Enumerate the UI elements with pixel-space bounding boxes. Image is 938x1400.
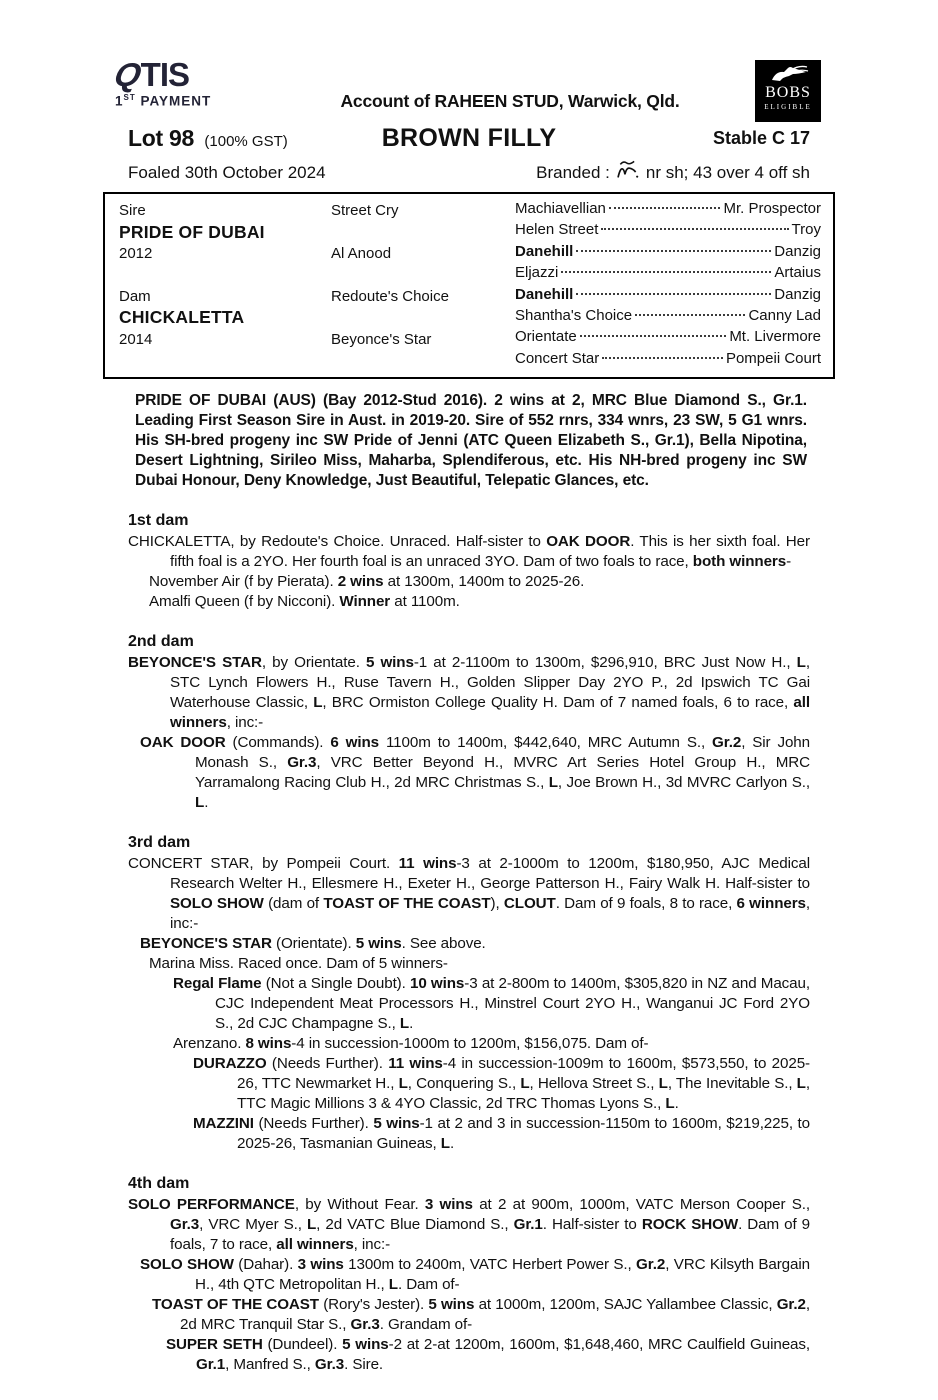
ancestor-row: [515, 200, 821, 221]
horse-title: BROWN FILLY: [381, 124, 557, 152]
dam-paragraph: Amalfi Queen (f by Nicconi). Winner at 1100m.: [149, 593, 460, 611]
ancestor-row: [515, 221, 821, 242]
dot-leader: [576, 250, 771, 252]
ancestor-name: Concert Star: [515, 349, 600, 367]
dam-paragraph: Regal Flame (Not a Single Doubt). 10 wins-3 at 2-800m to 1400m, $305,820 in NZ and Macau, CJC Independent Meat Processors H., Minstrel Court 2YO H., Wanganui JC Ford 2YO S., 2d CJC Champagne S., L.: [173, 975, 810, 1033]
bobs-logo: [755, 60, 821, 122]
qtis-logo-text: QTIS: [111, 56, 190, 93]
qtis-logo: [111, 56, 265, 109]
dot-leader: [561, 271, 771, 273]
account-line: Account of RAHEEN STUD, Warwick, Qld.: [340, 91, 680, 111]
bobs-subtitle: ELIGIBLE: [764, 103, 812, 111]
sire-year: 2012: [119, 244, 153, 262]
dam-heading: 1st dam: [128, 512, 189, 530]
dam-paragraph: SOLO PERFORMANCE, by Without Fear. 3 wins at 2 at 900m, 1000m, VATC Merson Cooper S., Gr.3, VRC Myer S., L, 2d VATC Blue Diamond S., Gr.1. Half-sister to ROCK SHOW. Dam of 9 foals, 7 to race, all winners, inc:-: [128, 1196, 811, 1254]
dam-dam: Beyonce's Star: [331, 330, 432, 348]
brand-mark-icon: [615, 158, 641, 180]
dam-paragraph: BEYONCE'S STAR (Orientate). 5 wins. See above.: [140, 935, 486, 953]
ancestor-row: [515, 286, 821, 307]
sire-summary: PRIDE OF DUBAI (AUS) (Bay 2012-Stud 2016). 2 wins at 2, MRC Blue Diamond S., Gr.1. Leading First Season Sire in Aust. in 2019-20. Sire of 552 rnrs, 334 wnrs, 23 SW, 5 G1 wnrs. His SH-bred progeny inc SW Pride of Jenni (ATC Queen Elizabeth S., Gr.1), Bella Nipotina, Desert Lightning, Sirileo Miss, Maharba, Splendiferous, etc. His NH-bred progeny inc SW Dubai Honour, Deny Knowledge, Just Beautiful, Telepatic Glances, etc.: [135, 392, 807, 490]
qtis-q-icon: Q: [111, 56, 144, 93]
branded-suffix: nr sh; 43 over 4 off sh: [645, 163, 810, 182]
dam-name: CHICKALETTA: [119, 307, 245, 328]
section-3rd-dam: [128, 834, 810, 1154]
ancestor-name: Orientate: [515, 328, 577, 346]
ancestor-name: Helen Street: [515, 221, 599, 239]
qtis-first-payment-label: 1ST PAYMENT: [115, 93, 212, 109]
dam-paragraph: November Air (f by Pierata). 2 wins at 1300m, 1400m to 2025-26.: [149, 573, 585, 591]
sire-dam: Al Anood: [331, 244, 392, 262]
dam-paragraph: TOAST OF THE COAST (Rory's Jester). 5 wins at 1000m, 1200m, SAJC Yallambee Classic, Gr.2, 2d MRC Tranquil Star S., Gr.3. Grandam of-: [152, 1296, 810, 1334]
ancestor-name: Danehill: [515, 242, 574, 260]
dot-leader: [576, 293, 771, 295]
dam-heading: 3rd dam: [128, 834, 191, 852]
branded-line: [536, 156, 810, 183]
ancestor-parent: Danzig: [774, 242, 821, 260]
ancestor-row: [515, 264, 821, 285]
dam-heading: 4th dam: [128, 1175, 190, 1193]
dam-paragraph: SUPER SETH (Dundeel). 5 wins-2 at 2-at 1200m, 1600m, $1,648,460, MRC Caulfield Guineas, Gr.1, Manfred S., Gr.3. Sire.: [166, 1336, 810, 1374]
ancestor-parent: Canny Lad: [748, 306, 821, 324]
ancestor-parent: Artaius: [774, 264, 821, 282]
dam-paragraph: Marina Miss. Raced once. Dam of 5 winners-: [149, 955, 448, 973]
horse-head-icon: [767, 64, 809, 84]
dam-paragraph: DURAZZO (Needs Further). 11 wins-4 in succession-1009m to 1600m, $573,550, to 2025-26, TTC Newmarket H., L, Conquering S., L, Hellova Street S., L, The Inevitable S., L, TTC Magic Millions 3 & 4YO Classic, 2d TRC Thomas Lyons S., L.: [193, 1055, 810, 1113]
stable-label: Stable C 17: [712, 128, 810, 148]
ancestor-name: Danehill: [515, 285, 574, 303]
ancestor-row: [515, 350, 821, 371]
ancestor-parent: Mt. Livermore: [729, 328, 821, 346]
pedigree-table: [103, 192, 835, 379]
ancestor-parent: Mr. Prospector: [723, 200, 821, 217]
dam-year: 2014: [119, 330, 153, 348]
ancestor-row: [515, 307, 821, 328]
dot-leader: [609, 207, 721, 209]
ancestor-parent: Troy: [791, 221, 821, 239]
dam-paragraph: BEYONCE'S STAR, by Orientate. 5 wins-1 at 2-1100m to 1300m, $296,910, BRC Just Now H., L, STC Lynch Flowers H., Ruse Tavern H., Golden Slipper Day 2YO P., 2d Ipswich TC Gai Waterhouse Classic, L, BRC Ormiston College Quality H. Dam of 7 named foals, 6 to race, all winners, inc:-: [128, 654, 810, 732]
dot-leader: [580, 335, 727, 337]
sire-sire: Street Cry: [331, 202, 399, 220]
dam-label: Dam: [119, 287, 151, 305]
dam-heading: 2nd dam: [128, 633, 194, 651]
dot-leader: [601, 228, 788, 230]
ancestor-name: Eljazzi: [515, 264, 559, 282]
ancestor-parent: Pompeii Court: [725, 349, 821, 367]
section-1st-dam: [128, 512, 810, 612]
foaled-date: Foaled 30th October 2024: [128, 163, 326, 182]
section-4th-dam: [128, 1175, 810, 1375]
ancestor-parent: Danzig: [774, 285, 821, 303]
dam-paragraph: OAK DOOR (Commands). 6 wins 1100m to 1400m, $442,640, MRC Autumn S., Gr.2, Sir John Monash S., Gr.3, VRC Better Beyond H., MVRC Art Series Hotel Group H., MRC Yarramalong Racing Club H., 2d MRC Christmas S., L, Joe Brown H., 3d MVRC Carlyon S., L.: [140, 734, 810, 812]
bobs-title: BOBS: [765, 84, 811, 101]
dot-leader: [602, 357, 723, 359]
dam-paragraph: MAZZINI (Needs Further). 5 wins-1 at 2 and 3 in succession-1150m to 1600m, $219,225, to 2025-26, Tasmanian Guineas, L.: [193, 1115, 811, 1153]
dam-paragraph: SOLO SHOW (Dahar). 3 wins 1300m to 2400m, VATC Herbert Power S., Gr.2, VRC Kilsyth Bargain H., 4th QTC Metropolitan H., L. Dam of-: [140, 1256, 810, 1294]
dot-leader: [635, 314, 745, 316]
page-header: [103, 56, 835, 122]
lot-number: Lot 98: [128, 125, 194, 151]
sire-label: Sire: [119, 202, 146, 220]
lot-row: [103, 122, 835, 153]
branded-prefix: Branded :: [536, 163, 610, 182]
dam-paragraph: CHICKALETTA, by Redoute's Choice. Unraced. Half-sister to OAK DOOR. This is her sixth foal. Her fifth foal is a 2YO. Her fourth foal is an unraced 3YO. Dam of two foals to race, both winners-: [128, 533, 810, 571]
ancestor-row: [515, 328, 821, 349]
sire-name: PRIDE OF DUBAI: [119, 221, 265, 242]
gst-label: (100% GST): [204, 133, 288, 150]
foal-row: [103, 153, 835, 183]
dam-paragraph: Arenzano. 8 wins-4 in succession-1000m to 1200m, $156,075. Dam of-: [173, 1035, 649, 1053]
ancestor-name: Machiavellian: [515, 200, 606, 217]
ancestor-name: Shantha's Choice: [515, 306, 633, 324]
dam-paragraph: CONCERT STAR, by Pompeii Court. 11 wins-3 at 2-1000m to 1200m, $180,950, AJC Medical Research Welter H., Ellesmere H., Exeter H., George Patterson H., Fairy Walk H. Half-sister to SOLO SHOW (dam of TOAST OF THE COAST), CLOUT. Dam of 9 foals, 8 to race, 6 winners, inc:-: [128, 855, 811, 933]
section-2nd-dam: [128, 633, 810, 813]
dam-sire: Redoute's Choice: [331, 287, 449, 305]
ancestor-row: [515, 243, 821, 264]
